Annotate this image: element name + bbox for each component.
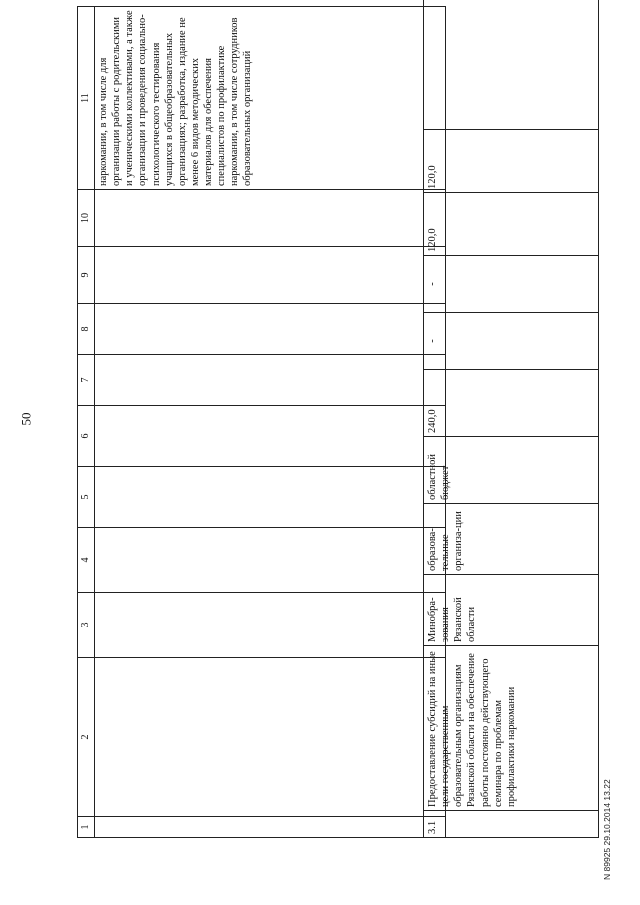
header-cell-3: 3 [78,593,95,658]
cell-year-3: 120,0 [424,193,599,256]
header-cell-8: 8 [78,304,95,355]
table-row-continuation [95,7,446,838]
cell-measure-name: Предоставление субсидий на иные цели государственным образовательным организациям Рязанской области на обеспечение работы постоянно действующего семинара по проблемам профилактики наркомании [424,646,599,811]
table-row-3-1 [424,0,599,838]
header-row [78,7,95,838]
header-cell-2: 2 [78,658,95,817]
document-table-row-3-1 [423,18,599,838]
cell-empty [95,817,446,838]
stamp-label: N [602,873,612,880]
cell-funding-source: областной бюджет [424,437,599,504]
registration-stamp [592,740,622,890]
document-table [77,6,446,838]
header-cell-4: 4 [78,528,95,593]
cell-year-1: - [424,313,599,370]
header-cell-5: 5 [78,467,95,528]
document-table-rotated [77,10,443,838]
cell-year-4: 120,0 [424,130,599,193]
header-cell-10: 10 [78,190,95,247]
header-cell-11: 11 [78,7,95,190]
cell-empty [95,467,446,528]
header-cell-7: 7 [78,355,95,406]
cell-empty [95,190,446,247]
cell-total: 240,0 [424,370,599,437]
cell-participant: образова-тельные организа-ции [424,504,599,575]
cell-empty [95,355,446,406]
cell-empty [95,247,446,304]
cell-empty [95,304,446,355]
cell-result-empty [424,0,599,130]
header-cell-1: 1 [78,817,95,838]
row-3-1-table [423,0,599,838]
header-cell-9: 9 [78,247,95,304]
cell-num: 3.1 [424,811,599,838]
header-cell-6: 6 [78,406,95,467]
cell-empty [95,658,446,817]
cell-executor: Минобра-зования Рязанской области [424,575,599,646]
cell-result-text: наркомании, в том числе для организации работы с родительскими и ученическими коллективами, а также организации и проведения социально-психологического тестирования учащихся в общеобразовательных организациях; разработка, издание не менее 6 видов методических материалов для обеспечения специалистов по профилактике наркомании, в том числе сотрудников образовательных организаций [95,7,446,190]
stamp-text: 89925 29.10.2014 13.22 [602,779,612,872]
page-number: 50 [18,412,34,426]
cell-empty [95,593,446,658]
cell-empty [95,528,446,593]
cell-empty [95,406,446,467]
cell-year-2: - [424,256,599,313]
